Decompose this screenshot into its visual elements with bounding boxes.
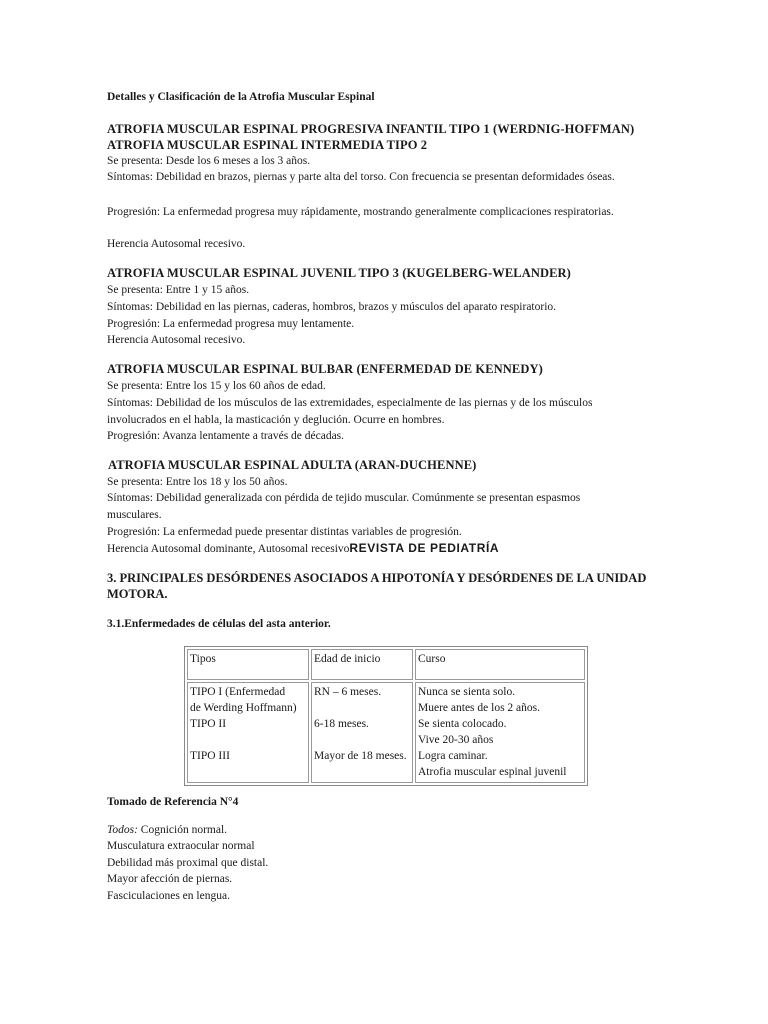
subsection-heading: 3.1.Enfermedades de células del asta anterior. bbox=[107, 618, 331, 630]
text-line: Mayor afección de piernas. bbox=[107, 873, 233, 885]
table-header-cell: Tipos bbox=[187, 649, 309, 680]
text-line: musculares. bbox=[107, 509, 162, 521]
text-line: Síntomas: Debilidad de los músculos de las extremidades, especialmente de las piernas y de los músculos bbox=[107, 397, 593, 409]
table-cell-edad bbox=[311, 682, 413, 783]
todos-label: Todos: bbox=[107, 824, 138, 836]
cell-line bbox=[314, 700, 410, 716]
cell-line: TIPO III bbox=[190, 750, 230, 762]
text-line: involucrados en el habla, la masticación y deglución. Ocurre en hombres. bbox=[107, 414, 445, 426]
cell-line: Nunca se sienta solo. bbox=[418, 686, 516, 698]
cell-line: Atrofia muscular espinal juvenil bbox=[418, 766, 567, 778]
cell-line: RN – 6 meses. bbox=[314, 686, 382, 698]
cell-line: 6-18 meses. bbox=[314, 718, 369, 730]
table-cell-curso bbox=[415, 682, 585, 783]
text-line: Debilidad más proximal que distal. bbox=[107, 857, 269, 869]
todos-text: Cognición normal. bbox=[137, 824, 228, 836]
section-heading-adulta: ATROFIA MUSCULAR ESPINAL ADULTA (ARAN-DUCHENNE) bbox=[108, 458, 477, 472]
herencia-text: Herencia Autosomal dominante, Autosomal recesivo bbox=[107, 543, 350, 555]
cell-line: Se sienta colocado. bbox=[418, 718, 507, 730]
text-line: Progresión: La enfermedad puede presentar distintas variables de progresión. bbox=[107, 526, 462, 538]
text-line: Progresión: Avanza lentamente a través de décadas. bbox=[107, 430, 345, 442]
text-line: Se presenta: Entre 1 y 15 años. bbox=[107, 284, 250, 296]
cell-line bbox=[314, 732, 410, 748]
text-line: Progresión: La enfermedad progresa muy lentamente. bbox=[107, 318, 355, 330]
cell-line: Mayor de 18 meses. bbox=[314, 750, 407, 762]
text-line: Fasciculaciones en lengua. bbox=[107, 890, 230, 902]
section-heading-tipo1: ATROFIA MUSCULAR ESPINAL PROGRESIVA INFANTIL TIPO 1 (WERDNIG-HOFFMAN) bbox=[107, 122, 635, 136]
text-line: Se presenta: Desde los 6 meses a los 3 años. bbox=[107, 155, 311, 167]
cell-line: Vive 20-30 años bbox=[418, 734, 494, 746]
cell-line: de Werding Hoffmann) bbox=[190, 702, 297, 714]
section-heading-3-cont: MOTORA. bbox=[107, 587, 168, 601]
text-line bbox=[107, 540, 499, 557]
text-line: Herencia Autosomal recesivo. bbox=[107, 238, 246, 250]
text-line: Síntomas: Debilidad en las piernas, caderas, hombros, brazos y músculos del aparato respiratorio. bbox=[107, 301, 557, 313]
types-table bbox=[184, 646, 588, 786]
cell-line bbox=[190, 764, 306, 780]
cell-line: TIPO I (Enfermedad bbox=[190, 686, 286, 698]
section-heading-bulbar: ATROFIA MUSCULAR ESPINAL BULBAR (ENFERMEDAD DE KENNEDY) bbox=[107, 362, 543, 376]
section-heading-tipo2: ATROFIA MUSCULAR ESPINAL INTERMEDIA TIPO 2 bbox=[107, 138, 428, 152]
cell-line: Logra caminar. bbox=[418, 750, 488, 762]
table-header-row bbox=[187, 649, 585, 680]
cell-line bbox=[314, 764, 410, 780]
text-line: Se presenta: Entre los 15 y los 60 años de edad. bbox=[107, 380, 326, 392]
section-heading-3: 3. PRINCIPALES DESÓRDENES ASOCIADOS A HIPOTONÍA Y DESÓRDENES DE LA UNIDAD bbox=[107, 571, 647, 585]
cell-line: TIPO II bbox=[190, 718, 227, 730]
journal-label: REVISTA DE PEDIATRÍA bbox=[349, 541, 500, 555]
cell-line bbox=[190, 732, 306, 748]
section-heading-tipo3: ATROFIA MUSCULAR ESPINAL JUVENIL TIPO 3 (KUGELBERG-WELANDER) bbox=[107, 266, 571, 280]
text-line: Síntomas: Debilidad en brazos, piernas y parte alta del torso. Con frecuencia se presentan deformidades óseas. bbox=[107, 171, 615, 183]
text-line: Herencia Autosomal recesivo. bbox=[107, 334, 246, 346]
reference-note: Tomado de Referencia N°4 bbox=[107, 796, 239, 808]
text-line bbox=[107, 822, 227, 838]
cell-line: Muere antes de los 2 años. bbox=[418, 702, 540, 714]
document-title: Detalles y Clasificación de la Atrofia Muscular Espinal bbox=[107, 91, 375, 103]
table-header-cell: Edad de inicio bbox=[311, 649, 413, 680]
table-cell-tipos bbox=[187, 682, 309, 783]
text-line: Progresión: La enfermedad progresa muy rápidamente, mostrando generalmente complicaciones respiratorias. bbox=[107, 206, 614, 218]
table-header-cell: Curso bbox=[415, 649, 585, 680]
text-line: Musculatura extraocular normal bbox=[107, 840, 255, 852]
text-line: Síntomas: Debilidad generalizada con pérdida de tejido muscular. Comúnmente se presentan espasmos bbox=[107, 492, 581, 504]
table-row bbox=[187, 682, 585, 783]
text-line: Se presenta: Entre los 18 y los 50 años. bbox=[107, 476, 288, 488]
